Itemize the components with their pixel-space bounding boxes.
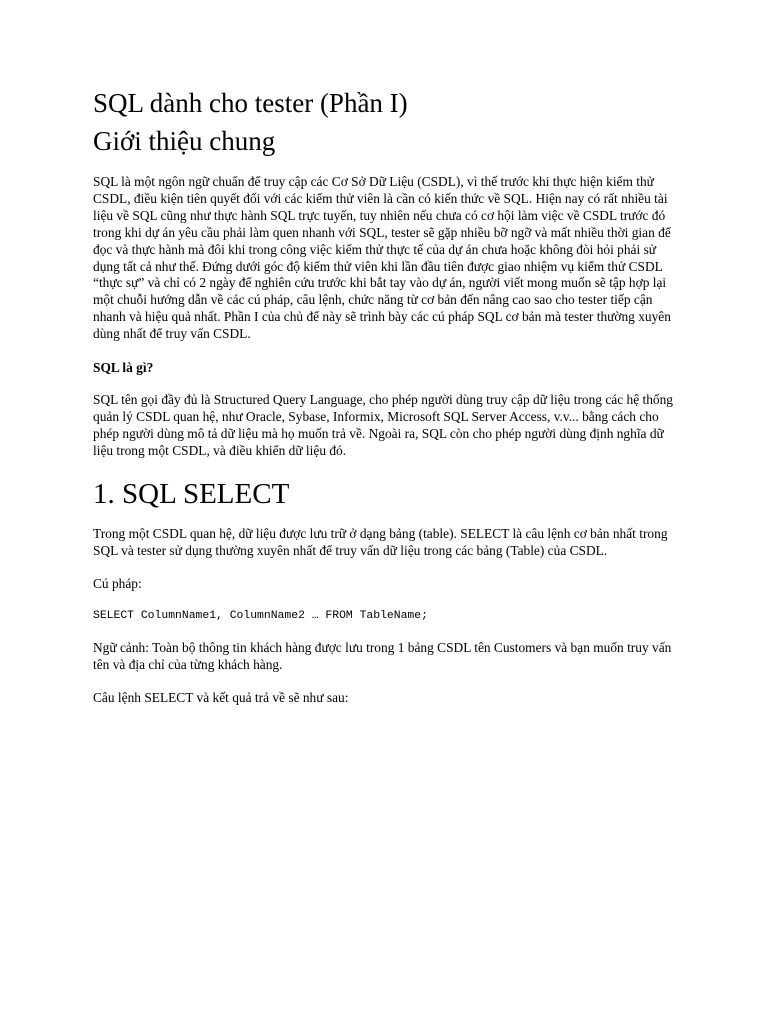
intro-heading: Giới thiệu chung [93,126,276,156]
select-paragraph: Trong một CSDL quan hệ, dữ liệu được lưu trữ ở dạng bảng (table). SELECT là câu lệnh cơ bản nhất trong SQL và tester sử dụng thường xuyên nhất để truy vấn dữ liệu trong các bảng (Table) của CSDL. [93,525,668,558]
document-page [93,86,678,723]
syntax-label: Cú pháp: [93,575,142,591]
syntax-code: SELECT ColumnName1, ColumnName2 … FROM TableName; [93,610,428,623]
select-heading: 1. SQL SELECT [93,477,290,510]
intro-paragraph: SQL là một ngôn ngữ chuẩn để truy cập các Cơ Sở Dữ Liệu (CSDL), vì thế trước khi thực hiện kiểm thử CSDL, điều kiện tiên quyết đối với các kiểm thử viên là cần có kiến thức về SQL. Hiện nay có rất nhiều tài liệu về SQL cũng như thực hành SQL trực tuyến, tuy nhiên nếu chưa có cơ hội làm việc về CSDL trước đó trong khi dự án yêu cầu phải làm quen nhanh với SQL, tester sẽ gặp nhiều bỡ ngỡ và mất nhiều thời gian để đọc và thực hành mà đôi khi trong công việc kiểm thử thực tế của dự án chưa hoặc không đòi hỏi phải sử dụng tất cả như thế. Đứng dưới góc độ kiểm thử viên khi lần đầu tiên được giao nhiệm vụ kiểm thử CSDL “thực sự” và chỉ có 2 ngày để nghiên cứu trước khi bắt tay vào dự án, người viết mong muốn sẽ tập hợp lại một chuỗi hướng dẫn về các cú pháp, câu lệnh, chức năng từ cơ bản đến nâng cao sao cho tester tiếp cận nhanh và hiệu quả nhất. Phần I của chủ để này sẽ trình bày các cú pháp SQL cơ bản mà tester thường xuyên dùng nhất để truy vấn CSDL. [93,174,671,342]
what-is-sql-heading: SQL là gì? [93,360,154,376]
document-title: SQL dành cho tester (Phần I) [93,88,408,118]
result-paragraph: Câu lệnh SELECT và kết quả trả về sẽ như sau: [93,690,349,706]
what-is-sql-paragraph: SQL tên gọi đầy đủ là Structured Query Language, cho phép người dùng truy cập dữ liệu trong các hệ thống quản lý CSDL quan hệ, như Oracle, Sybase, Informix, Microsoft SQL Server Access, v.v... bằng cách cho phép người dùng mô tả dữ liệu mà họ muốn trả về. Ngoài ra, SQL còn cho phép người dùng định nghĩa dữ liệu trong một CSDL, và điều khiển dữ liệu đó. [93,392,674,458]
context-paragraph: Ngữ cảnh: Toàn bộ thông tin khách hàng được lưu trong 1 bảng CSDL tên Customers và bạn muốn truy vấn tên và địa chỉ của từng khách hàng. [93,640,672,673]
